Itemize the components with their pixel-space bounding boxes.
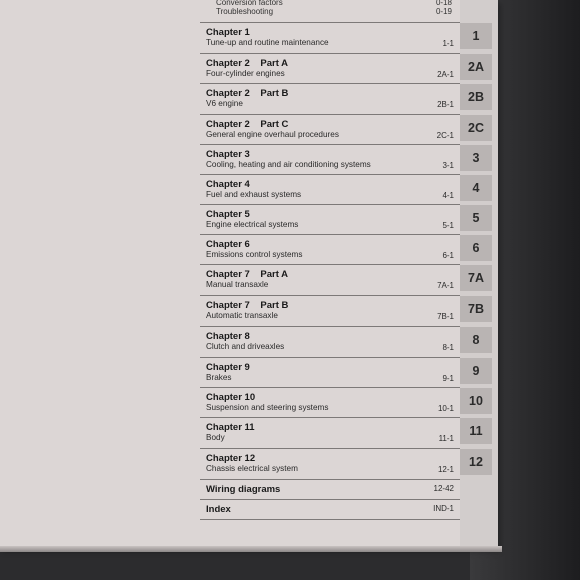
toc-row [200, 295, 460, 325]
chapter-page: 2A-1 [437, 70, 454, 79]
row-divider [200, 53, 460, 54]
chapter-tab: 2B [460, 84, 492, 110]
row-divider [200, 234, 460, 235]
toc-row [200, 326, 460, 356]
row-divider [200, 448, 460, 449]
toc-row [200, 387, 460, 417]
chapter-page: 7A-1 [437, 281, 454, 290]
toc-row [200, 53, 460, 83]
chapter-description: Fuel and exhaust systems [206, 190, 302, 199]
row-divider [200, 326, 460, 327]
chapter-title: Chapter 8 [206, 331, 250, 342]
chapter-tab: 2A [460, 54, 492, 80]
row-divider [200, 264, 460, 265]
row-divider [200, 22, 460, 23]
header-row-page: 0-18 [435, 0, 452, 7]
chapter-description: Four-cylinder engines [206, 69, 285, 78]
chapter-tab: 4 [460, 175, 492, 201]
toc-row [200, 174, 460, 204]
toc-row [200, 234, 460, 264]
header-row-page: 0-19 [435, 7, 452, 16]
chapter-title: Chapter 11 [206, 422, 255, 433]
chapter-page: 6-1 [442, 251, 454, 260]
chapter-page: 3-1 [442, 161, 454, 170]
toc-row [200, 22, 460, 52]
chapter-tab: 1 [460, 23, 492, 49]
toc-row [200, 204, 460, 234]
chapter-description: Cooling, heating and air conditioning systems [206, 160, 371, 169]
chapter-title: Chapter 1 [206, 27, 250, 38]
footer-title: Wiring diagrams [206, 484, 281, 495]
row-divider [200, 144, 460, 145]
toc-row [200, 357, 460, 387]
chapter-description: Engine electrical systems [206, 220, 299, 229]
chapter-title: Chapter 10 [206, 392, 256, 403]
chapter-page: 2C-1 [436, 131, 454, 140]
header-row-troubleshooting [216, 7, 456, 16]
chapter-description: Clutch and driveaxles [206, 342, 285, 351]
row-divider [200, 417, 460, 418]
chapter-page: 10-1 [437, 404, 454, 413]
chapter-title: Chapter 9 [206, 362, 250, 373]
row-divider [200, 357, 460, 358]
row-divider [200, 387, 460, 388]
chapter-tab: 11 [460, 418, 492, 444]
chapter-page: 11-1 [438, 434, 454, 443]
header-row-label: Conversion factors [216, 0, 283, 7]
toc-row [200, 83, 460, 113]
chapter-page: 7B-1 [437, 312, 454, 321]
row-divider [200, 479, 460, 480]
chapter-description: Body [206, 433, 225, 442]
chapter-description: Brakes [206, 373, 232, 382]
toc-row [200, 417, 460, 447]
chapter-description: Emissions control systems [206, 250, 303, 259]
toc-row-index [200, 499, 460, 519]
chapter-tab: 9 [460, 358, 492, 384]
chapter-tab: 6 [460, 235, 492, 261]
chapter-tab: 10 [460, 388, 492, 414]
chapter-page: 12-1 [437, 465, 454, 474]
chapter-description: Tune-up and routine maintenance [206, 38, 329, 47]
row-divider [200, 519, 460, 520]
header-row-label: Troubleshooting [216, 7, 274, 16]
chapter-page: 2B-1 [437, 100, 454, 109]
chapter-title: Chapter 7 Part A [206, 269, 289, 280]
chapter-title: Chapter 5 [206, 209, 250, 220]
chapter-title: Chapter 2 Part B [206, 88, 289, 99]
toc-end-rule [200, 519, 460, 520]
footer-page: IND-1 [433, 504, 454, 513]
toc-row [200, 448, 460, 478]
row-divider [200, 174, 460, 175]
row-divider [200, 114, 460, 115]
row-divider [200, 83, 460, 84]
toc-row [200, 114, 460, 144]
chapter-page: 5-1 [442, 221, 454, 230]
chapter-title: Chapter 4 [206, 179, 250, 190]
chapter-title: Chapter 12 [206, 453, 256, 464]
chapter-title: Chapter 7 Part B [206, 300, 289, 311]
chapter-page: 1-1 [442, 39, 454, 48]
chapter-description: Manual transaxle [206, 280, 269, 289]
chapter-tab: 2C [460, 115, 492, 141]
chapter-title: Chapter 3 [206, 149, 250, 160]
chapter-page: 8-1 [442, 343, 454, 352]
chapter-description: General engine overhaul procedures [206, 130, 339, 139]
footer-page: 12-42 [433, 484, 454, 493]
chapter-title: Chapter 2 Part A [206, 58, 289, 69]
chapter-tab: 8 [460, 327, 492, 353]
chapter-description: Suspension and steering systems [206, 403, 329, 412]
toc-row [200, 144, 460, 174]
toc-row [200, 264, 460, 294]
chapter-tab: 12 [460, 449, 492, 475]
chapter-page: 9-1 [442, 374, 454, 383]
footer-title: Index [206, 504, 231, 515]
chapter-tab: 7B [460, 296, 492, 322]
chapter-title: Chapter 2 Part C [206, 119, 289, 130]
row-divider [200, 204, 460, 205]
header-row-conversion [216, 0, 456, 7]
row-divider [200, 499, 460, 500]
chapter-description: Automatic transaxle [206, 311, 278, 320]
chapter-tab: 5 [460, 205, 492, 231]
toc-row-wiring [200, 479, 460, 499]
chapter-description: Chassis electrical system [206, 464, 298, 473]
chapter-title: Chapter 6 [206, 239, 250, 250]
chapter-description: V6 engine [206, 99, 243, 108]
chapter-tab: 7A [460, 265, 492, 291]
page-edge [0, 546, 502, 552]
chapter-page: 4-1 [442, 191, 454, 200]
row-divider [200, 295, 460, 296]
chapter-tab: 3 [460, 145, 492, 171]
